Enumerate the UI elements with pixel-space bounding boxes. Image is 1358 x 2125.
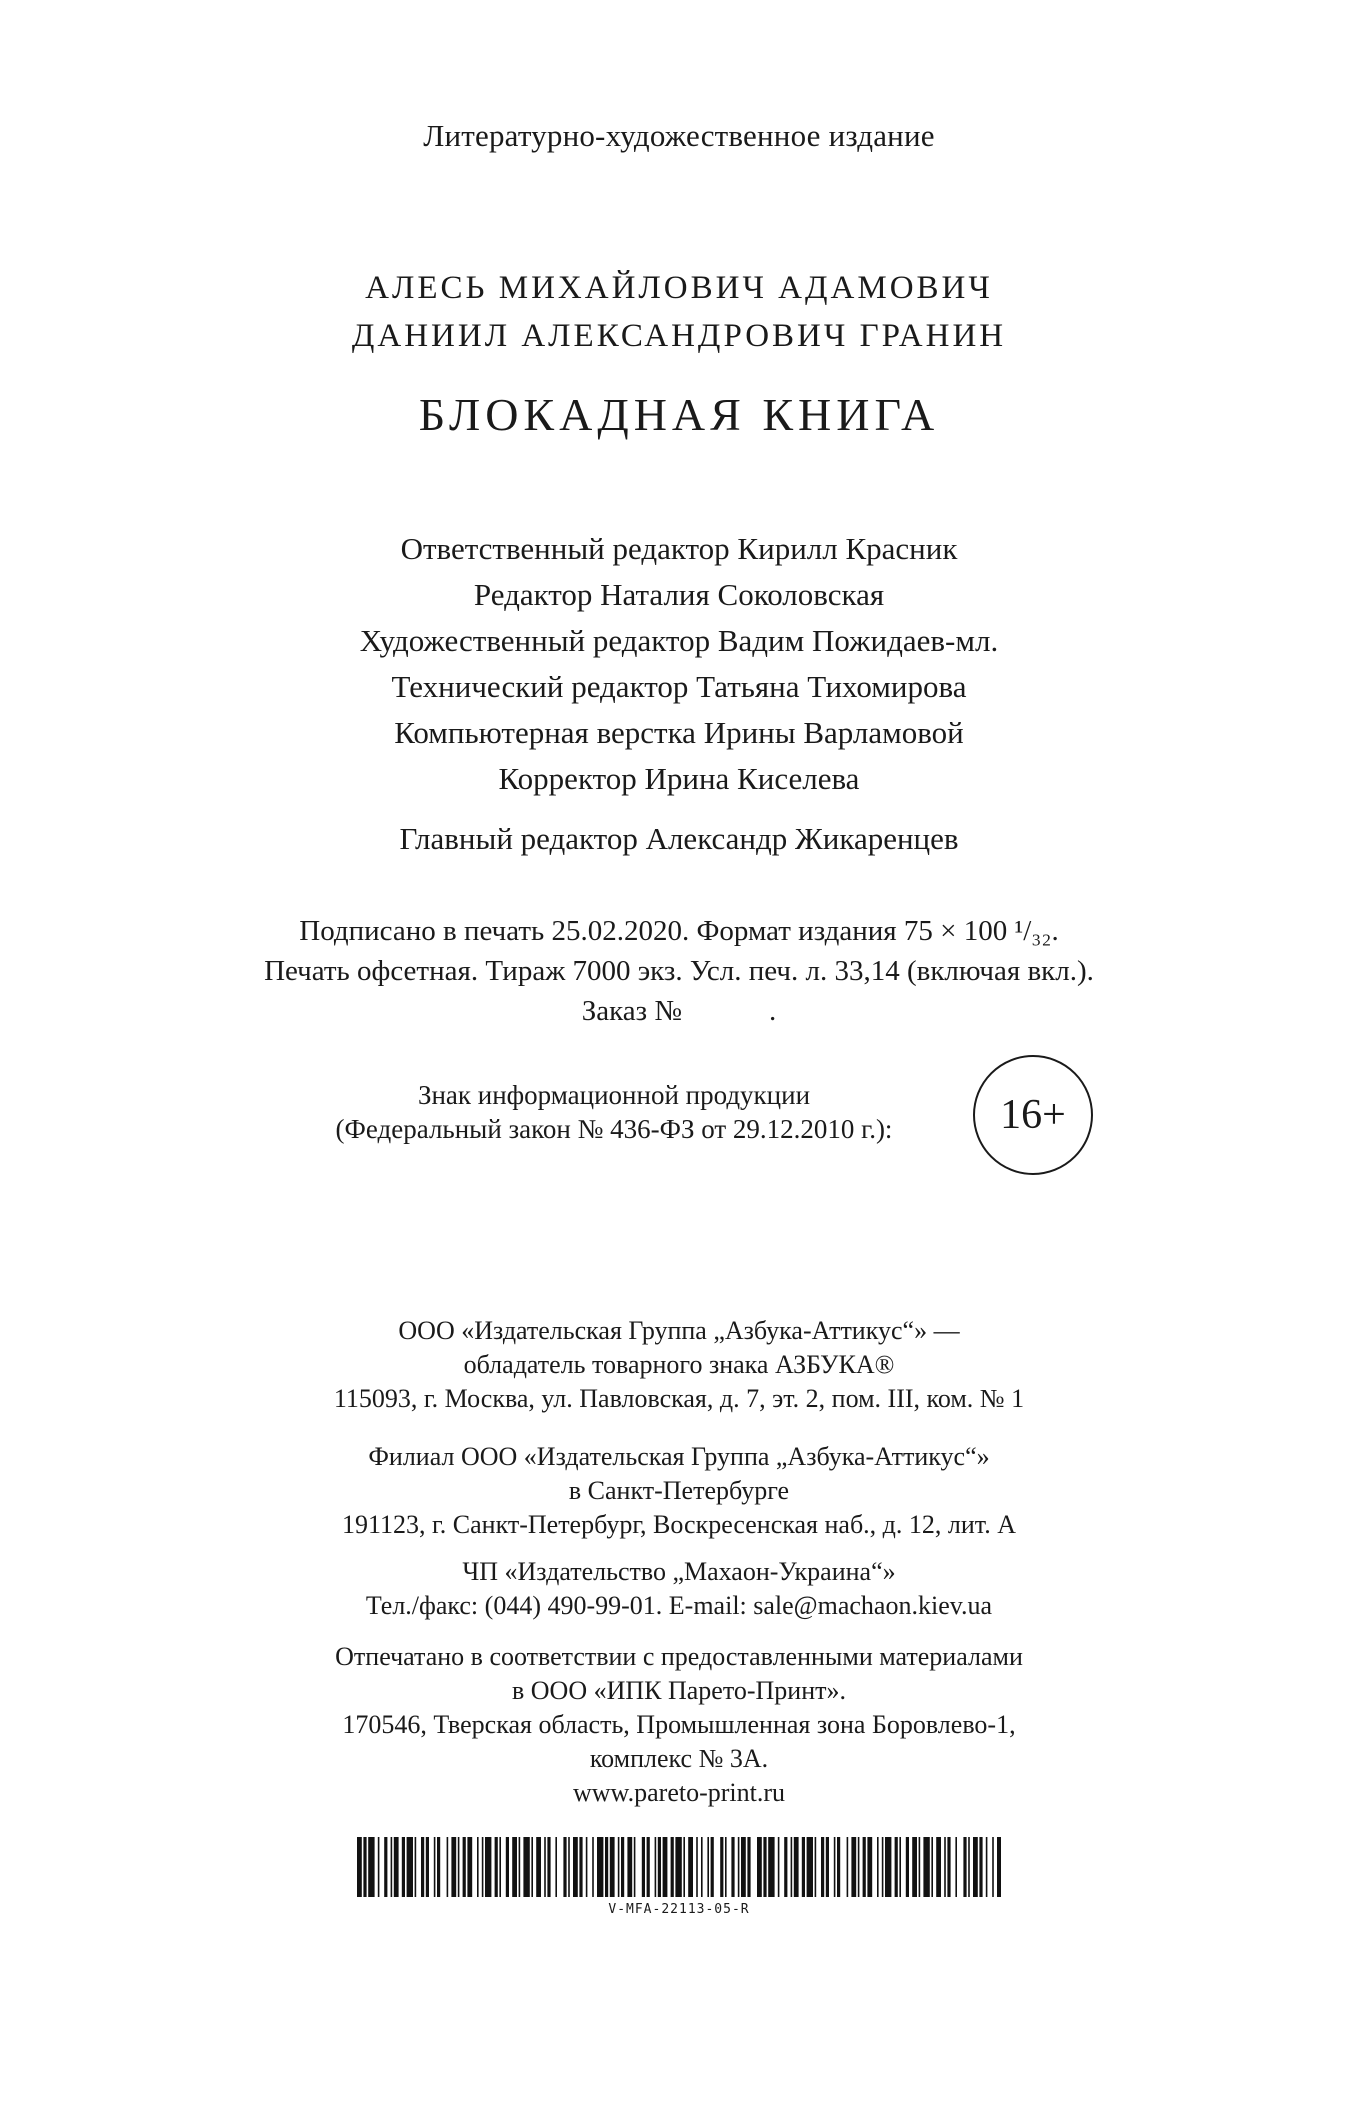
barcode-code: V-MFA-22113-05-R xyxy=(608,1902,750,1917)
barcode-bar xyxy=(895,1837,898,1897)
barcode-image xyxy=(357,1837,1001,1899)
barcode-bar xyxy=(847,1837,849,1897)
barcode-bar xyxy=(426,1837,429,1897)
barcode-bar xyxy=(807,1837,813,1897)
barcode-bar xyxy=(523,1837,529,1897)
barcode-bar xyxy=(655,1837,657,1897)
chief-editor: Главный редактор Александр Жикаренцев xyxy=(399,821,959,856)
barcode-bar xyxy=(579,1837,582,1897)
barcode-bar xyxy=(992,1837,994,1897)
barcode-bar xyxy=(688,1837,693,1897)
barcode-bar xyxy=(912,1837,917,1897)
barcode-bar xyxy=(357,1837,362,1897)
printer-block xyxy=(0,1640,1358,1810)
barcode-bar xyxy=(802,1837,805,1897)
publisher-line-3: 115093, г. Москва, ул. Павловская, д. 7, эт. 2, пом. III, ком. № 1 xyxy=(333,1384,1025,1413)
barcode-bar xyxy=(720,1837,723,1897)
barcode-bar xyxy=(986,1837,988,1897)
barcode-bar xyxy=(592,1837,594,1897)
printer-line-3: 170546, Тверская область, Промышленная зона Боровлево-1, xyxy=(342,1710,1016,1739)
barcode-bar xyxy=(618,1837,620,1897)
staff-list xyxy=(0,526,1358,802)
barcode-bar xyxy=(458,1837,460,1897)
barcode-bar xyxy=(663,1837,668,1897)
barcode-bar xyxy=(547,1837,550,1897)
barcode-bar xyxy=(536,1837,541,1897)
barcode-bar xyxy=(944,1837,946,1897)
barcode-bar xyxy=(979,1837,982,1897)
barcode-bar xyxy=(936,1837,941,1897)
barcode-bar xyxy=(863,1837,866,1897)
barcode-bar xyxy=(906,1837,909,1897)
barcode-bar xyxy=(363,1837,366,1897)
barcode-bar xyxy=(394,1837,399,1897)
publisher-block xyxy=(0,1314,1358,1416)
staff-proofreader: Корректор Ирина Киселева xyxy=(498,761,860,796)
age-sign-text xyxy=(264,1078,964,1146)
barcode-bar xyxy=(434,1837,436,1897)
barcode-bar xyxy=(778,1837,780,1897)
barcode-bar xyxy=(968,1837,970,1897)
barcode-bar xyxy=(867,1837,872,1897)
barcode-bar xyxy=(573,1837,578,1897)
barcode-bar xyxy=(973,1837,978,1897)
barcode-bar xyxy=(858,1837,860,1897)
barcode-bar xyxy=(671,1837,674,1897)
barcode-bar xyxy=(563,1837,566,1897)
barcode-bar xyxy=(627,1837,632,1897)
barcode-bar xyxy=(963,1837,966,1897)
barcode-bar xyxy=(368,1837,374,1897)
ukraine-block xyxy=(0,1555,1358,1623)
staff-responsible-editor: Ответственный редактор Кирилл Красник xyxy=(400,531,958,566)
barcode-bar xyxy=(437,1837,440,1897)
printer-line-2: в ООО «ИПК Парето-Принт». xyxy=(511,1676,846,1705)
print-line-1: Подписано в печать 25.02.2020. Формат издания 75 × 100 ¹/₃₂. xyxy=(299,915,1059,947)
barcode-bar xyxy=(768,1837,774,1897)
staff-tech-editor: Технический редактор Татьяна Тихомирова xyxy=(391,669,967,704)
print-line-3: Заказ № . xyxy=(581,995,777,1027)
barcode-bar xyxy=(642,1837,645,1897)
ukraine-line-1: ЧП «Издательство „Махаон-Украина“» xyxy=(462,1557,896,1586)
barcode-bar xyxy=(877,1837,879,1897)
barcode-bar xyxy=(747,1837,750,1897)
barcode-bar xyxy=(683,1837,685,1897)
book-title: БЛОКАДНАЯ КНИГА xyxy=(418,389,940,440)
barcode-bar xyxy=(826,1837,829,1897)
barcode-bar xyxy=(696,1837,698,1897)
barcode-bar xyxy=(555,1837,557,1897)
barcode-bar xyxy=(738,1837,740,1897)
barcode-bar xyxy=(899,1837,901,1897)
barcode-bar xyxy=(757,1837,762,1897)
age-sign-line-2: (Федеральный закон № 436-ФЗ от 29.12.2010 г.): xyxy=(335,1114,893,1144)
barcode-bar xyxy=(701,1837,703,1897)
barcode-bar xyxy=(955,1837,957,1897)
barcode-bar xyxy=(675,1837,681,1897)
branch-block xyxy=(0,1440,1358,1542)
barcode-bar xyxy=(495,1837,498,1897)
barcode-bar xyxy=(834,1837,836,1897)
barcode-bar xyxy=(725,1837,727,1897)
barcode-bar xyxy=(485,1837,491,1897)
barcode-bar xyxy=(568,1837,570,1897)
barcode-bar xyxy=(378,1837,380,1897)
barcode-bar xyxy=(477,1837,479,1897)
barcode-bar xyxy=(586,1837,588,1897)
barcode-bar xyxy=(597,1837,603,1897)
branch-line-2: в Санкт-Петербурге xyxy=(568,1476,790,1505)
barcode-bar xyxy=(391,1837,393,1897)
barcode-bar xyxy=(837,1837,840,1897)
branch-line-3: 191123, г. Санкт-Петербург, Воскресенская наб., д. 12, лит. А xyxy=(342,1510,1016,1539)
publisher-line-2: обладатель товарного знака АЗБУКА® xyxy=(463,1350,895,1379)
barcode-bar xyxy=(463,1837,466,1897)
barcode-bar xyxy=(815,1837,817,1897)
printer-line-1: Отпечатано в соответствии с предоставленными материалами xyxy=(335,1642,1023,1671)
barcode-bar xyxy=(482,1837,484,1897)
barcode-bar xyxy=(882,1837,884,1897)
edition-type: Литературно-художественное издание xyxy=(423,118,935,153)
author-1: АЛЕСЬ МИХАЙЛОВИЧ АДАМОВИЧ xyxy=(365,270,993,306)
barcode-bar xyxy=(512,1837,517,1897)
age-rating-badge xyxy=(973,1055,1093,1175)
barcode-bar xyxy=(447,1837,449,1897)
barcode-bar xyxy=(997,1837,1001,1897)
author-2: ДАНИИЛ АЛЕКСАНДРОВИЧ ГРАНИН xyxy=(351,318,1007,354)
barcode-bar xyxy=(384,1837,387,1897)
barcode-bar xyxy=(531,1837,533,1897)
barcode-bar xyxy=(610,1837,615,1897)
barcode-bar xyxy=(415,1837,417,1897)
barcode-bar xyxy=(499,1837,501,1897)
branch-line-1: Филиал ООО «Издательская Группа „Азбука-Аттикус“» xyxy=(368,1442,990,1471)
barcode-bar xyxy=(931,1837,933,1897)
publisher-line-1: ООО «Издательская Группа „Азбука-Аттикус“» — xyxy=(398,1316,960,1345)
barcode-bar xyxy=(784,1837,787,1897)
barcode-bar xyxy=(544,1837,546,1897)
age-rating: 16+ xyxy=(1000,1092,1066,1138)
barcode-bar xyxy=(421,1837,424,1897)
barcode-bar xyxy=(763,1837,766,1897)
barcode-bar xyxy=(658,1837,661,1897)
ukraine-line-2: Тел./факс: (044) 490-99-01. E-mail: sale@machaon.kiev.ua xyxy=(365,1591,993,1620)
barcode-bar xyxy=(707,1837,709,1897)
barcode-bar xyxy=(402,1837,405,1897)
printer-website: www.pareto-print.ru xyxy=(572,1778,786,1807)
barcode-bar xyxy=(919,1837,921,1897)
print-line-2: Печать офсетная. Тираж 7000 экз. Усл. печ. л. 33,14 (включая вкл.). xyxy=(264,955,1094,987)
barcode-bar xyxy=(634,1837,636,1897)
staff-art-editor: Художественный редактор Вадим Пожидаев-мл. xyxy=(359,623,999,658)
staff-layout: Компьютерная верстка Ирины Варламовой xyxy=(394,715,964,750)
barcode-bar xyxy=(407,1837,413,1897)
barcode-bar xyxy=(731,1837,734,1897)
barcode-bar xyxy=(821,1837,824,1897)
barcode-bar xyxy=(506,1837,509,1897)
barcode-bar xyxy=(621,1837,624,1897)
barcode-bar xyxy=(451,1837,456,1897)
barcode-bar xyxy=(923,1837,929,1897)
barcode-bar xyxy=(519,1837,521,1897)
barcode-bar xyxy=(794,1837,799,1897)
barcode-bar xyxy=(791,1837,793,1897)
barcode-bar xyxy=(467,1837,472,1897)
print-info xyxy=(0,911,1358,1031)
barcode-bar xyxy=(885,1837,891,1897)
printer-line-4: комплекс № 3А. xyxy=(589,1744,769,1773)
barcode-bar xyxy=(605,1837,608,1897)
barcode-bar xyxy=(741,1837,746,1897)
barcode-bar xyxy=(711,1837,714,1897)
barcode-bar xyxy=(947,1837,950,1897)
staff-editor: Редактор Наталия Соколовская xyxy=(473,577,885,612)
barcode-bar xyxy=(647,1837,650,1897)
barcode-bar xyxy=(851,1837,856,1897)
age-sign-line-1: Знак информационной продукции xyxy=(417,1080,811,1110)
